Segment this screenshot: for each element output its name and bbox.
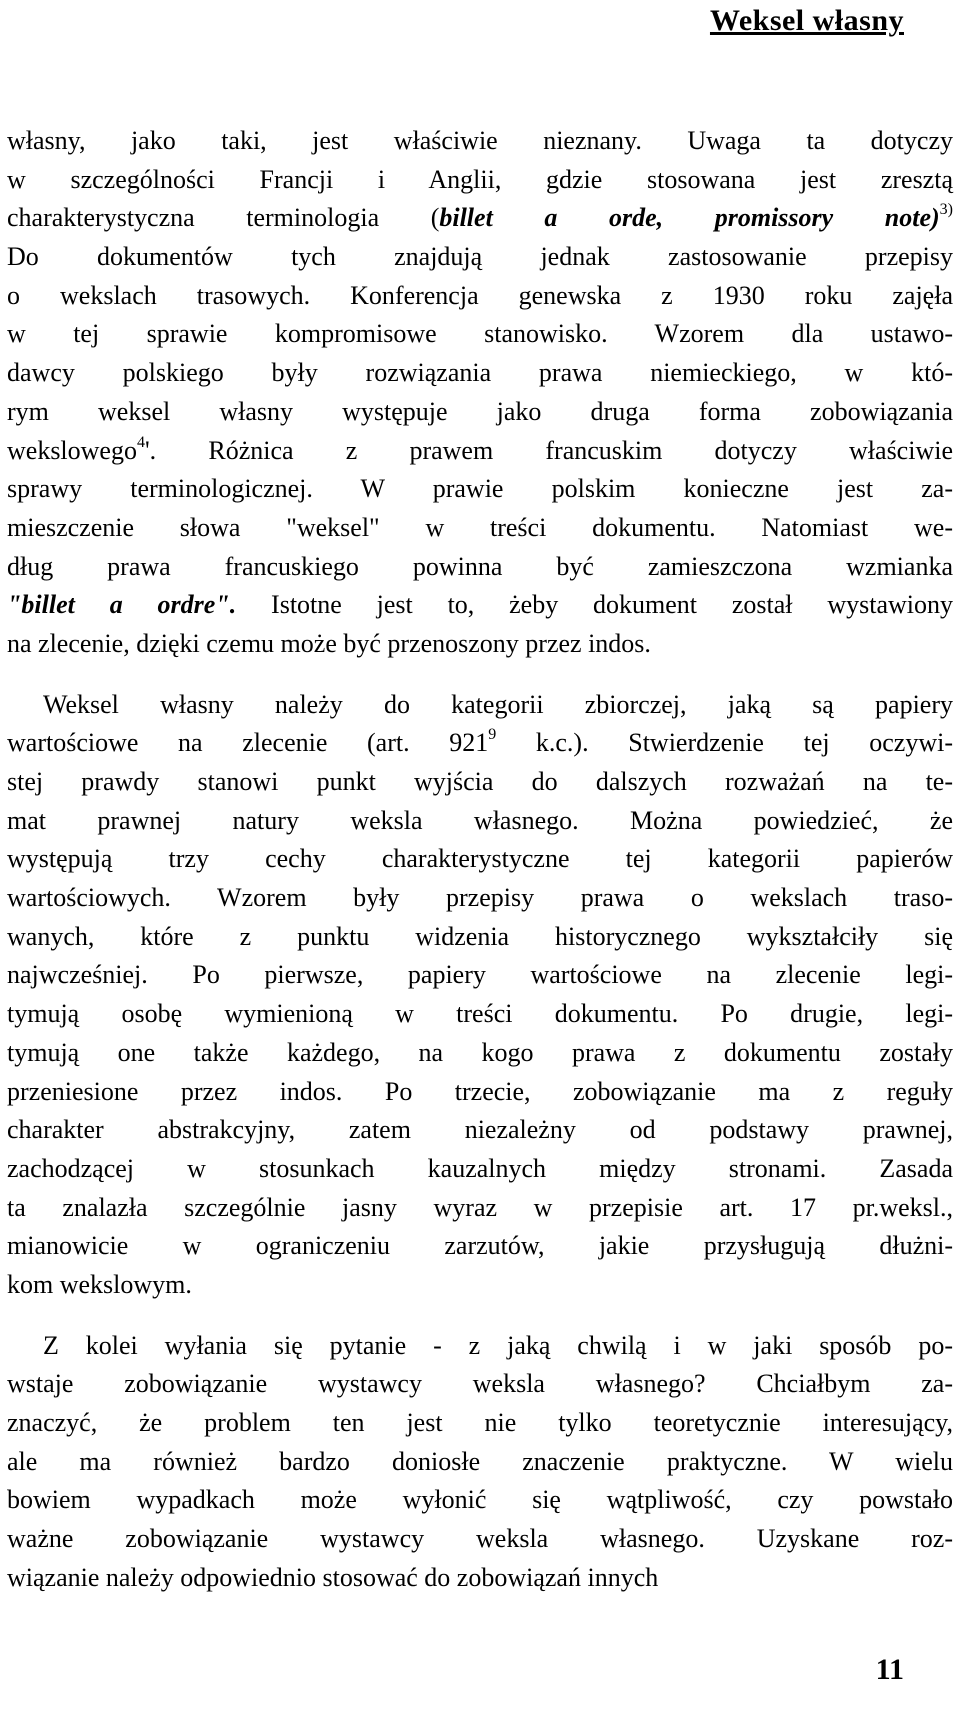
text-line: tymują one także każdego, na kogo prawa z dokumentu zostały: [7, 1037, 953, 1067]
text-run: wekslowego: [7, 435, 137, 465]
text-line: wanych, które z punktu widzenia historycznego wykształciły się: [7, 921, 953, 951]
text-line: wstaje zobowiązanie wystawcy weksla własnego? Chciałbym za-: [7, 1369, 953, 1399]
text-run: wartościowe na zlecenie (art. 921: [7, 728, 489, 758]
text-run: '. Różnica z prawem francuskim dotyczy właściwie: [144, 435, 953, 465]
text-line: w tej sprawie kompromisowe stanowisko. Wzorem dla ustawo-: [7, 319, 953, 349]
text-line: sprawy terminologicznej. W prawie polskim konieczne jest za-: [7, 474, 953, 504]
text-line: rym weksel własny występuje jako druga forma zobowiązania: [7, 396, 953, 426]
text-line: wartościowych. Wzorem były przepisy prawa o wekslach traso-: [7, 883, 953, 913]
text-line: znaczyć, że problem ten jest nie tylko teoretycznie interesujący,: [7, 1408, 953, 1437]
text-line: mat prawnej natury weksla własnego. Można powiedzieć, że: [7, 805, 953, 835]
paragraph-1: [7, 122, 953, 664]
text-line: własny, jako taki, jest właściwie nieznany. Uwaga ta dotyczy: [7, 126, 953, 155]
text-line: ale ma również bardzo doniosłe znaczenie praktyczne. W wielu: [7, 1446, 953, 1476]
footnote-ref: 4: [136, 433, 145, 451]
text-run: k.c.). Stwierdzenie tej oczywi-: [496, 728, 953, 758]
text-line: [7, 199, 953, 238]
text-line: mieszczenie słowa "weksel" w treści dokumentu. Natomiast we-: [7, 512, 953, 542]
paragraph-2: [7, 686, 953, 1305]
paragraph-gap: [7, 1305, 953, 1327]
body-text: [7, 122, 953, 1597]
text-line: w szczególności Francji i Anglii, gdzie stosowana jest zresztą: [7, 164, 953, 194]
text-line: [7, 724, 953, 763]
text-line: [7, 586, 953, 625]
page-number: 11: [875, 1653, 904, 1686]
text-line: mianowicie w ograniczeniu zarzutów, jakie przysługują dłużni-: [7, 1231, 953, 1261]
text-line: tymują osobę wymienioną w treści dokumentu. Po drugie, legi-: [7, 999, 953, 1029]
footnote-ref: 3): [939, 201, 953, 219]
text-line: ta znalazła szczególnie jasny wyraz w przepisie art. 17 pr.weksl.,: [7, 1192, 953, 1222]
running-title: Weksel własny: [709, 4, 904, 37]
text-line: występują trzy cechy charakterystyczne tej kategorii papierów: [7, 844, 953, 874]
text-line: bowiem wypadkach może wyłonić się wątpliwość, czy powstało: [7, 1485, 953, 1515]
text-line: zachodzącej w stosunkach kauzalnych między stronami. Zasada: [7, 1153, 953, 1183]
text-line: stej prawdy stanowi punkt wyjścia do dalszych rozważań na te-: [7, 767, 953, 796]
text-line: Weksel własny należy do kategorii zbiorczej, jaką są papiery: [43, 689, 953, 719]
text-line: dawcy polskiego były rozwiązania prawa niemieckiego, w któ-: [7, 358, 953, 388]
text-line: Z kolei wyłania się pytanie - z jaką chwilą i w jaki sposób po-: [43, 1330, 953, 1360]
paragraph-gap: [7, 664, 953, 686]
paragraph-3: [7, 1327, 953, 1598]
text-line: na zlecenie, dzięki czemu może być przenoszony przez indos.: [7, 628, 651, 658]
text-line: charakter abstrakcyjny, zatem niezależny od podstawy prawnej,: [7, 1115, 953, 1145]
text-line: Do dokumentów tych znajdują jednak zastosowanie przepisy: [7, 242, 953, 272]
text-line: najwcześniej. Po pierwsze, papiery wartościowe na zlecenie legi-: [7, 960, 953, 990]
footnote-ref: 9: [488, 726, 497, 744]
text-line: [7, 432, 953, 471]
text-line: dług prawa francuskiego powinna być zamieszczona wzmianka: [7, 551, 953, 581]
text-run: Istotne jest to, żeby dokument został wystawiony: [236, 590, 953, 620]
text-line: przeniesione przez indos. Po trzecie, zobowiązanie ma z reguły: [7, 1076, 953, 1106]
text-line: o wekslach trasowych. Konferencja genewska z 1930 roku zajęła: [7, 280, 953, 310]
text-line: kom wekslowym.: [7, 1269, 192, 1299]
text-line: wiązanie należy odpowiednio stosować do zobowiązań innych: [7, 1562, 659, 1592]
text-line: ważne zobowiązanie wystawcy weksla własnego. Uzyskane roz-: [7, 1524, 953, 1554]
text-run: charakterystyczna terminologia (: [7, 203, 440, 233]
italic-run: billet a orde, promissory note): [439, 203, 940, 233]
italic-run: "billet a ordre".: [7, 590, 237, 620]
